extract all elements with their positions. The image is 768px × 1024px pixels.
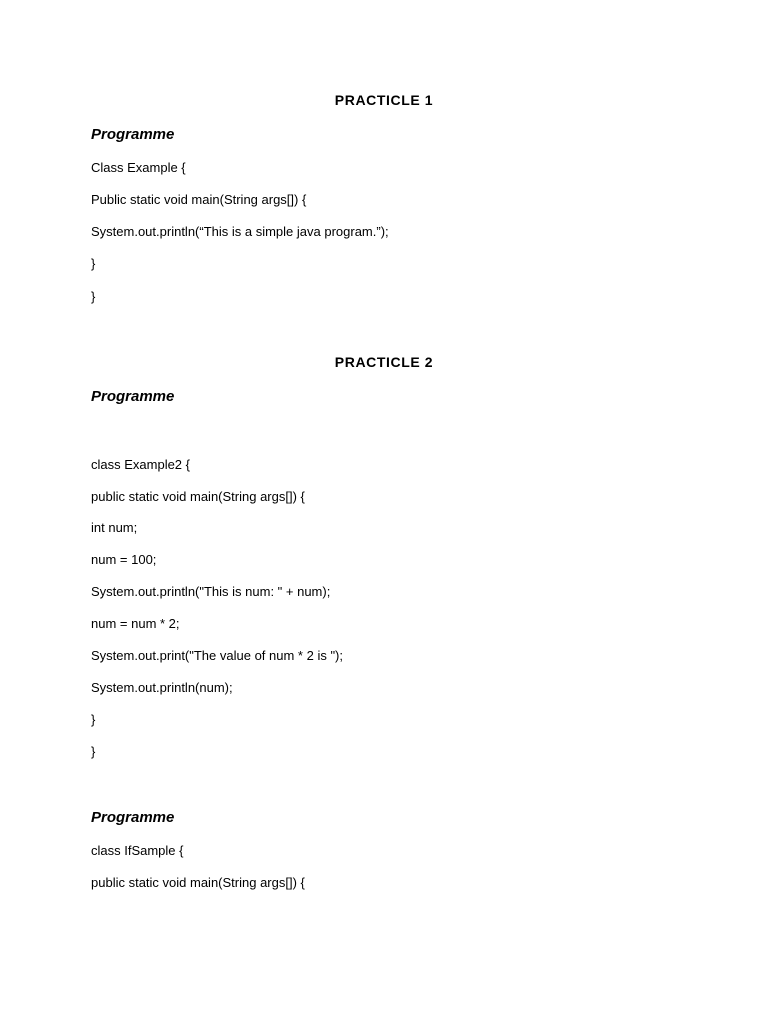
practicle-1-heading: PRACTICLE 1 xyxy=(334,92,434,108)
code-line: class IfSample { xyxy=(91,843,184,858)
code-line: } xyxy=(91,712,96,727)
programme-3-label: Programme xyxy=(91,809,175,826)
code-line: public static void main(String args[]) { xyxy=(91,875,305,890)
code-line: num = 100; xyxy=(91,552,157,567)
code-line: } xyxy=(91,744,96,759)
code-line: System.out.println(num); xyxy=(91,680,233,695)
practicle-2-heading: PRACTICLE 2 xyxy=(334,354,434,370)
code-line: System.out.println(“This is a simple java program.”); xyxy=(91,224,389,239)
code-line: System.out.print("The value of num * 2 is "); xyxy=(91,648,343,663)
practicle-2-programme-label: Programme xyxy=(91,388,175,405)
practicle-1-programme-label: Programme xyxy=(91,126,175,143)
code-line: Public static void main(String args[]) { xyxy=(91,192,307,207)
code-line: System.out.println("This is num: " + num); xyxy=(91,584,331,599)
code-line: Class Example { xyxy=(91,160,186,175)
code-line: public static void main(String args[]) { xyxy=(91,489,305,504)
code-line: int num; xyxy=(91,520,138,535)
code-line: } xyxy=(91,256,96,271)
code-line: } xyxy=(91,289,96,304)
code-line: class Example2 { xyxy=(91,457,190,472)
code-line: num = num * 2; xyxy=(91,616,180,631)
